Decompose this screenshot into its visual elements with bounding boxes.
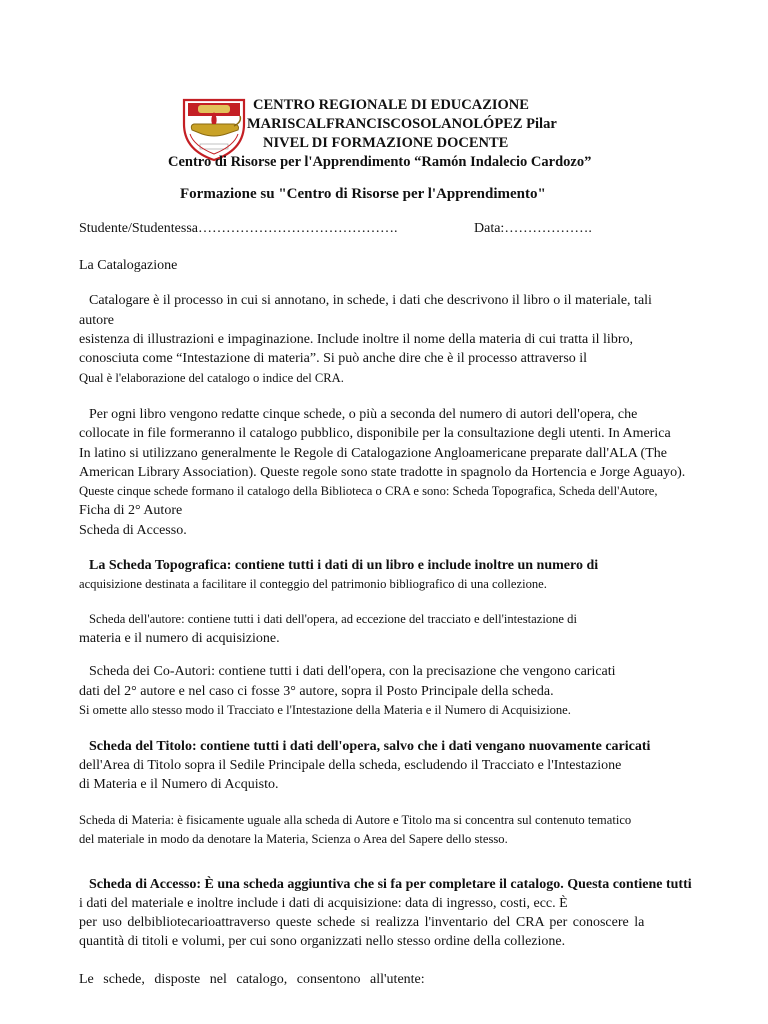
header-line-institution: CENTRO REGIONALE DI EDUCAZIONE xyxy=(253,97,529,113)
text-line: Queste cinque schede formano il catalogo della Biblioteca o CRA e sono: Scheda Topografica, Scheda dell'Autore, xyxy=(79,484,658,498)
text-line: acquisizione destinata a facilitare il conteggio del patrimonio bibliografico di una collezione. xyxy=(79,577,547,591)
date-dots: ………………. xyxy=(504,221,592,236)
closing-line: Le schede, disposte nel catalogo, consentono all'utente: xyxy=(79,972,425,987)
text-line: del materiale in modo da denotare la Materia, Scienza o Area del Sapere dello stesso. xyxy=(79,832,508,846)
lamp-shield-emblem-icon xyxy=(180,94,248,162)
text-line: collocate in file formeranno il catalogo pubblico, disponibile per la consultazione degli utenti. In America xyxy=(79,426,671,441)
text-line: conosciuta come “Intestazione di materia”. Si può anche dire che è il processo attraverso il xyxy=(79,351,588,366)
date-label: Data: xyxy=(474,221,505,236)
date-field xyxy=(474,221,592,237)
text-line: Scheda di Accesso: È una scheda aggiuntiva che si fa per completare il catalogo. Questa contiene tutti xyxy=(89,877,692,892)
header-line-level: NIVEL DI FORMAZIONE DOCENTE xyxy=(263,135,509,151)
text-line: Scheda di Materia: è fisicamente uguale alla scheda di Autore e Titolo ma si concentra sul contenuto tematico xyxy=(79,813,632,827)
header-line-center: Centro di Risorse per l'Apprendimento “Ramón Indalecio Cardozo” xyxy=(168,154,592,170)
text-line: per uso delbibliotecarioattraverso queste schede si realizza l'inventario del CRA per conoscere la xyxy=(79,915,645,930)
text-line: Scheda dell'autore: contiene tutti i dati dell'opera, ad eccezione del tracciato e dell'intestazione di xyxy=(89,612,577,626)
text-line: Catalogare è il processo in cui si annotano, in schede, i dati che descrivono il libro o il materiale, tali xyxy=(89,293,652,308)
text-line: American Library Association). Queste regole sono state tradotte in spagnolo da Hortencia e Jorge Aguayo). xyxy=(79,465,686,480)
header-line-name: MARISCALFRANCISCOSOLANOLÓPEZ Pilar xyxy=(247,116,557,132)
text-line: Per ogni libro vengono redatte cinque schede, o più a seconda del numero di autori dell'opera, che xyxy=(89,407,638,422)
text-line: Scheda di Accesso. xyxy=(79,523,187,538)
text-line: i dati del materiale e inoltre include i dati di acquisizione: data di ingresso, costi, ecc. È xyxy=(79,896,568,911)
section-heading: La Catalogazione xyxy=(79,258,178,273)
student-dots: ……………………………………. xyxy=(198,221,398,236)
text-line: Si omette allo stesso modo il Tracciato e l'Intestazione della Materia e il Numero di Acquisizione. xyxy=(79,703,571,717)
text-line: Qual è l'elaborazione del catalogo o indice del CRA. xyxy=(79,371,344,385)
text-line: Scheda dei Co-Autori: contiene tutti i dati dell'opera, con la precisazione che vengono caricati xyxy=(89,664,616,679)
text-line: autore xyxy=(79,313,114,328)
text-line: dell'Area di Titolo sopra il Sedile Principale della scheda, escludendo il Tracciato e l'Intestazione xyxy=(79,758,622,773)
student-label: Studente/Studentessa xyxy=(79,221,198,236)
text-line: materia e il numero di acquisizione. xyxy=(79,631,280,646)
text-line: dati del 2° autore e nel caso ci fosse 3° autore, sopra il Posto Principale della scheda. xyxy=(79,684,554,699)
text-line: Scheda del Titolo: contiene tutti i dati dell'opera, salvo che i dati vengano nuovamente caricati xyxy=(89,739,651,754)
student-field xyxy=(79,221,398,237)
text-line: In latino si utilizzano generalmente le Regole di Catalogazione Angloamericane preparate dall'ALA (The xyxy=(79,446,667,461)
text-line: di Materia e il Numero di Acquisto. xyxy=(79,777,279,792)
text-line: quantità di titoli e volumi, per cui sono organizzati nello stesso ordine della collezione. xyxy=(79,934,566,949)
document-title: Formazione su "Centro di Risorse per l'Apprendimento" xyxy=(180,186,546,202)
text-line: La Scheda Topografica: contiene tutti i dati di un libro e include inoltre un numero di xyxy=(89,558,599,573)
text-line: Ficha di 2° Autore xyxy=(79,503,183,518)
text-line: esistenza di illustrazioni e impaginazione. Include inoltre il nome della materia di cui tratta il libro, xyxy=(79,332,633,347)
